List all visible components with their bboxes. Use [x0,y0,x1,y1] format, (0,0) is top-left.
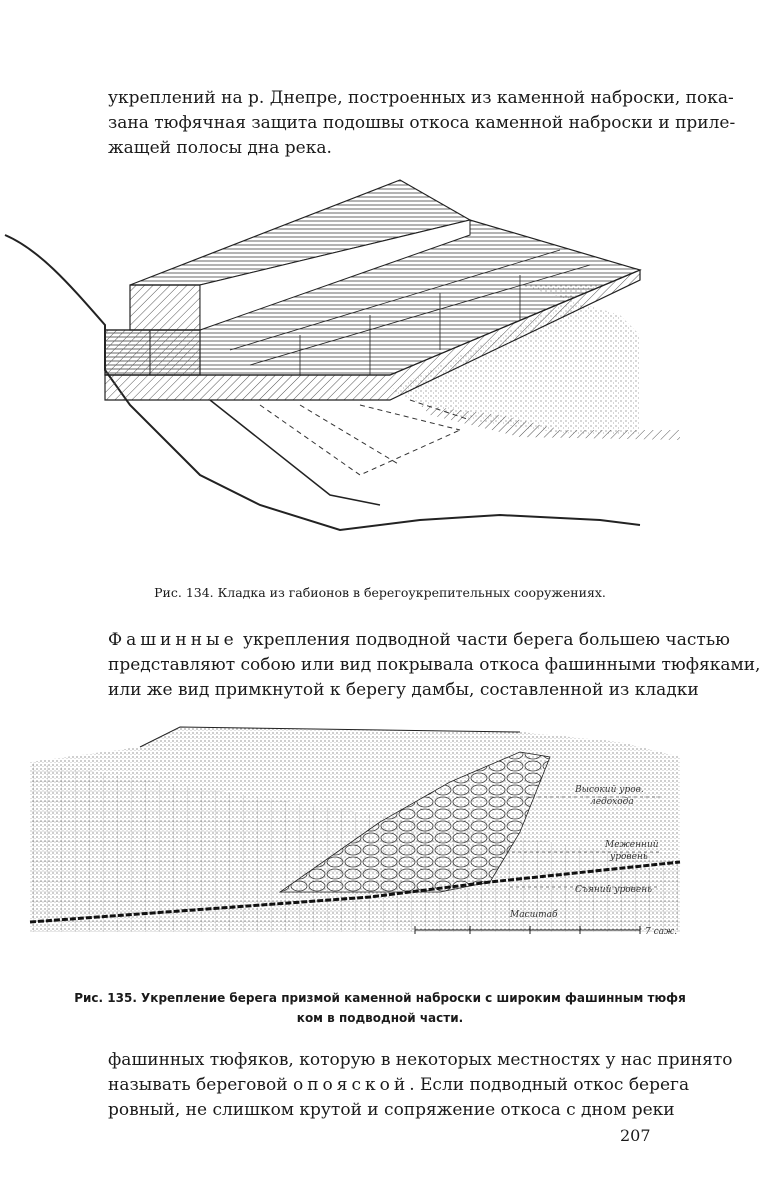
text-line: укреплений на р. Днепре, построенных из каменной наброски, пока- [108,88,734,108]
paragraph-1 [108,86,736,161]
text-line: зана тюфячная защита подошвы откоса каменной наброски и приле- [108,113,736,133]
paragraph-3 [108,1048,733,1123]
paragraph-2 [108,628,761,703]
text-line: представляют собою или вид покрывала откоса фашинными тюфяками, [108,655,761,675]
gabion-illustration [0,175,700,555]
term-fashinnye: Фашинные [108,630,238,650]
label-mid: Меженний [605,840,659,850]
label-mid-2: уровень [610,852,648,862]
label-scale: Масштаб [510,910,558,920]
label-ice: ледохода [590,797,634,807]
page-number: 207 [620,1126,651,1145]
label-low: Съяний уровень [575,885,653,895]
text-line: Фашинные укрепления подводной части берега большею частью [108,630,730,650]
figure-135-caption-line-1: Рис. 135. Укрепление берега призмой каменной наброски с широким фашинным тюфя [74,991,686,1005]
text-line: или же вид примкнутой к берегу дамбы, составленной из кладки [108,680,699,700]
embankment-illustration [20,712,700,972]
text-line: жащей полосы дна река. [108,138,332,158]
term-opoyaska: опояской [292,1075,410,1095]
figure-135-embankment-drawing [20,712,700,972]
label-scale-end: 7 саж. [645,927,678,937]
text-line: называть береговой опояской. Если подводный откос берега [108,1075,690,1095]
text-line: ровный, не слишком крутой и сопряжение откоса с дном реки [108,1100,675,1120]
text-line: фашинных тюфяков, которую в некоторых местностях у нас принято [108,1050,733,1070]
figure-134-caption: Рис. 134. Кладка из габионов в берегоукрепительных сооружениях. [154,585,606,600]
figure-134-gabion-drawing [0,175,700,555]
top-block-end [130,285,200,330]
lower-block-end [105,330,200,375]
figure-135-caption-line-2: ком в подводной части. [296,1011,464,1025]
label-high-water: Высокий уров. [575,785,644,795]
